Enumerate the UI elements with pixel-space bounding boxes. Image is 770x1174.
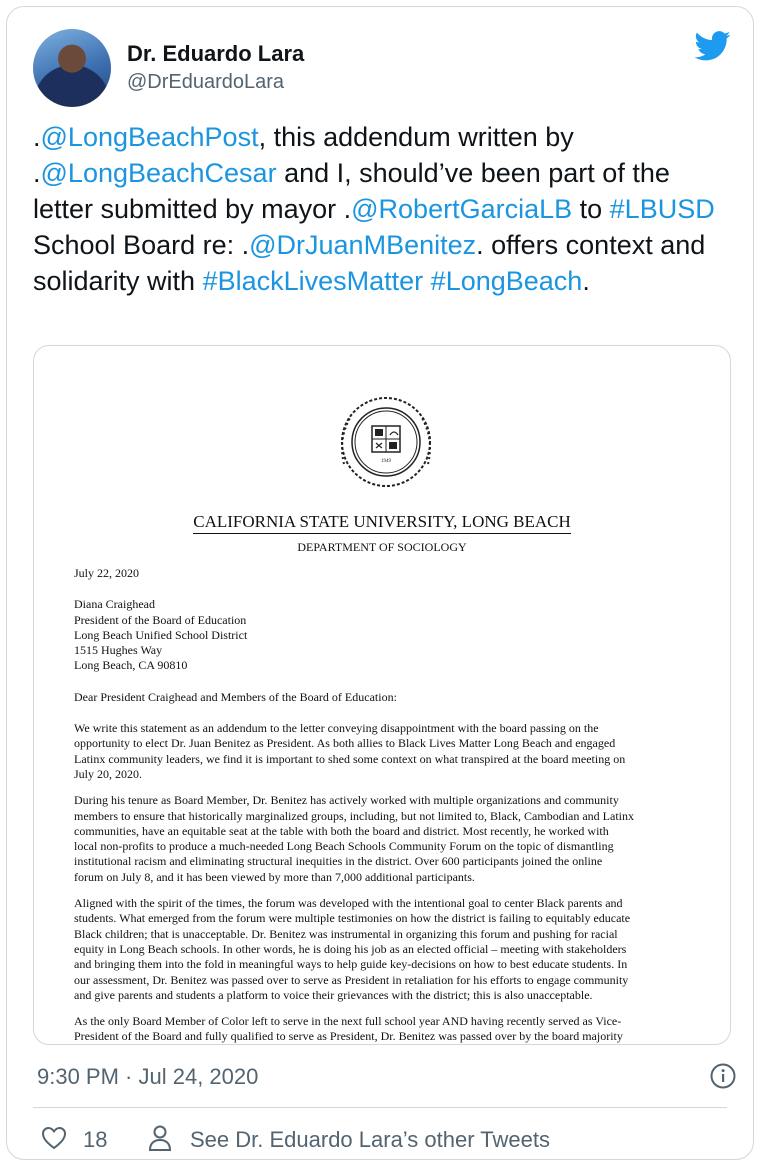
letter-salutation: Dear President Craighead and Members of the Board of Education: <box>74 689 397 704</box>
person-icon[interactable] <box>148 1124 172 1152</box>
letter-address <box>74 597 694 673</box>
hashtag-link[interactable]: #BlackLivesMatter <box>202 266 424 296</box>
address-line: Long Beach Unified School District <box>74 627 248 642</box>
mention-link[interactable]: @DrJuanMBenitez <box>249 230 477 260</box>
university-seal <box>338 394 434 490</box>
like-count[interactable]: 18 <box>83 1127 108 1152</box>
address-line: Diana Craighead <box>74 597 155 612</box>
attached-letter-image[interactable] <box>33 345 731 1045</box>
tweet-text-segment: to <box>572 194 610 224</box>
tweet-text-segment: , this addendum written by . <box>33 122 574 188</box>
paragraph-line: local non-profits to produce a much-needed Long Beach Schools Community Forum on the topic of dismantling <box>74 839 614 854</box>
tweet-text-segment: . offers context and solidarity with <box>33 230 706 296</box>
address-line: President of the Board of Education <box>74 612 247 627</box>
paragraph-line: President of the Board and fully qualified to serve as President, Dr. Benitez was passed over by the board majority <box>74 1029 623 1044</box>
paragraph-line: Aligned with the spirit of the times, the forum was developed with the intentional goal to center Black parents and <box>74 896 623 911</box>
tweet-text <box>33 119 733 299</box>
paragraph-line: As the only Board Member of Color left to serve in the next full school year AND having recently served as Vice- <box>74 1014 622 1029</box>
paragraph-line: opportunity to elect Dr. Juan Benitez as President. As both allies to Black Lives Matter Long Beach and engaged <box>74 736 616 751</box>
avatar[interactable] <box>33 29 111 107</box>
address-line: 1515 Hughes Way <box>74 643 163 658</box>
paragraph-line: students. What emerged from the forum were multiple testimonies on how the district is failing to equitably educate <box>74 911 631 926</box>
info-icon[interactable] <box>710 1063 736 1089</box>
see-other-tweets-link[interactable]: See Dr. Eduardo Lara’s other Tweets <box>190 1127 550 1152</box>
tweet-timestamp[interactable]: 9:30 PM · Jul 24, 2020 <box>37 1064 259 1089</box>
tweet-text-segment: and I, should’ve been part of the letter submitted by mayor . <box>33 158 670 224</box>
letter-body <box>74 566 694 1045</box>
paragraph-line: During his tenure as Board Member, Dr. Benitez has actively worked with multiple organizations and community <box>74 793 619 808</box>
paragraph-line: forum on July 8, and it has been viewed by more than 7,000 additional participants. <box>74 869 475 884</box>
paragraph-line: institutional racism and eliminating structural inequities in the district. Over 600 participants joined the online <box>74 854 603 869</box>
paragraph-line: We write this statement as an addendum to the letter conveying disappointment with the board passing on the <box>74 721 599 736</box>
letter-paragraph <box>74 1014 694 1045</box>
tweet-text-segment: . <box>33 122 41 152</box>
hashtag-link[interactable]: #LBUSD <box>609 194 715 224</box>
twitter-bird-icon[interactable] <box>695 31 731 61</box>
hashtag-link[interactable]: #LongBeach <box>430 266 583 296</box>
paragraph-line: equity in Long Beach schools. In other words, he is doing his job as an elected official – meeting with stakeholders <box>74 941 627 956</box>
university-name: CALIFORNIA STATE UNIVERSITY, LONG BEACH <box>34 512 730 532</box>
letter-paragraph <box>74 793 694 885</box>
address-line: Long Beach, CA 90810 <box>74 658 188 673</box>
paragraph-line: July 20, 2020. <box>74 766 143 781</box>
mention-link[interactable]: @LongBeachCesar <box>40 158 277 188</box>
paragraph-line: and bringing them into the fold in meaningful ways to help guide key-decisions on how to best educate students. In <box>74 957 628 972</box>
paragraph-line: Latinx community leaders, we find it is important to shed some context on what transpired at the board meeting on <box>74 751 626 766</box>
letter-paragraph <box>74 896 694 1003</box>
paragraph-line: and give parents and students a platform to voice their grievances with the district; this is also unacceptable. <box>74 987 593 1002</box>
paragraph-line: members to ensure that historically marginalized groups, including, but not limited to, Black, Cambodian and Latinx <box>74 808 634 823</box>
divider <box>33 1107 727 1108</box>
mention-link[interactable]: @RobertGarciaLB <box>351 194 573 224</box>
paragraph-line: communities, have an equitable seat at the table with both the board and district. Most recently, he worked with <box>74 823 609 838</box>
letter-date: July 22, 2020 <box>74 566 140 580</box>
svg-text:1949: 1949 <box>381 459 391 464</box>
tweet-card <box>6 6 754 1160</box>
author-name[interactable]: Dr. Eduardo Lara <box>127 41 305 66</box>
letter-paragraph <box>74 721 694 782</box>
heart-icon[interactable] <box>41 1126 67 1150</box>
tweet-text-segment <box>423 266 431 296</box>
mention-link[interactable]: @LongBeachPost <box>40 122 259 152</box>
tweet-text-segment: . <box>582 266 590 296</box>
author-handle[interactable]: @DrEduardoLara <box>127 71 285 93</box>
paragraph-line: our assessment, Dr. Benitez was passed over to serve as President in retaliation for his efforts to engage community <box>74 972 629 987</box>
tweet-text-segment: School Board re: . <box>33 230 250 260</box>
department-name: DEPARTMENT OF SOCIOLOGY <box>297 540 467 554</box>
paragraph-line: Black children; that is unacceptable. Dr. Benitez was instrumental in organizing this forum and pushing for racial <box>74 926 618 941</box>
